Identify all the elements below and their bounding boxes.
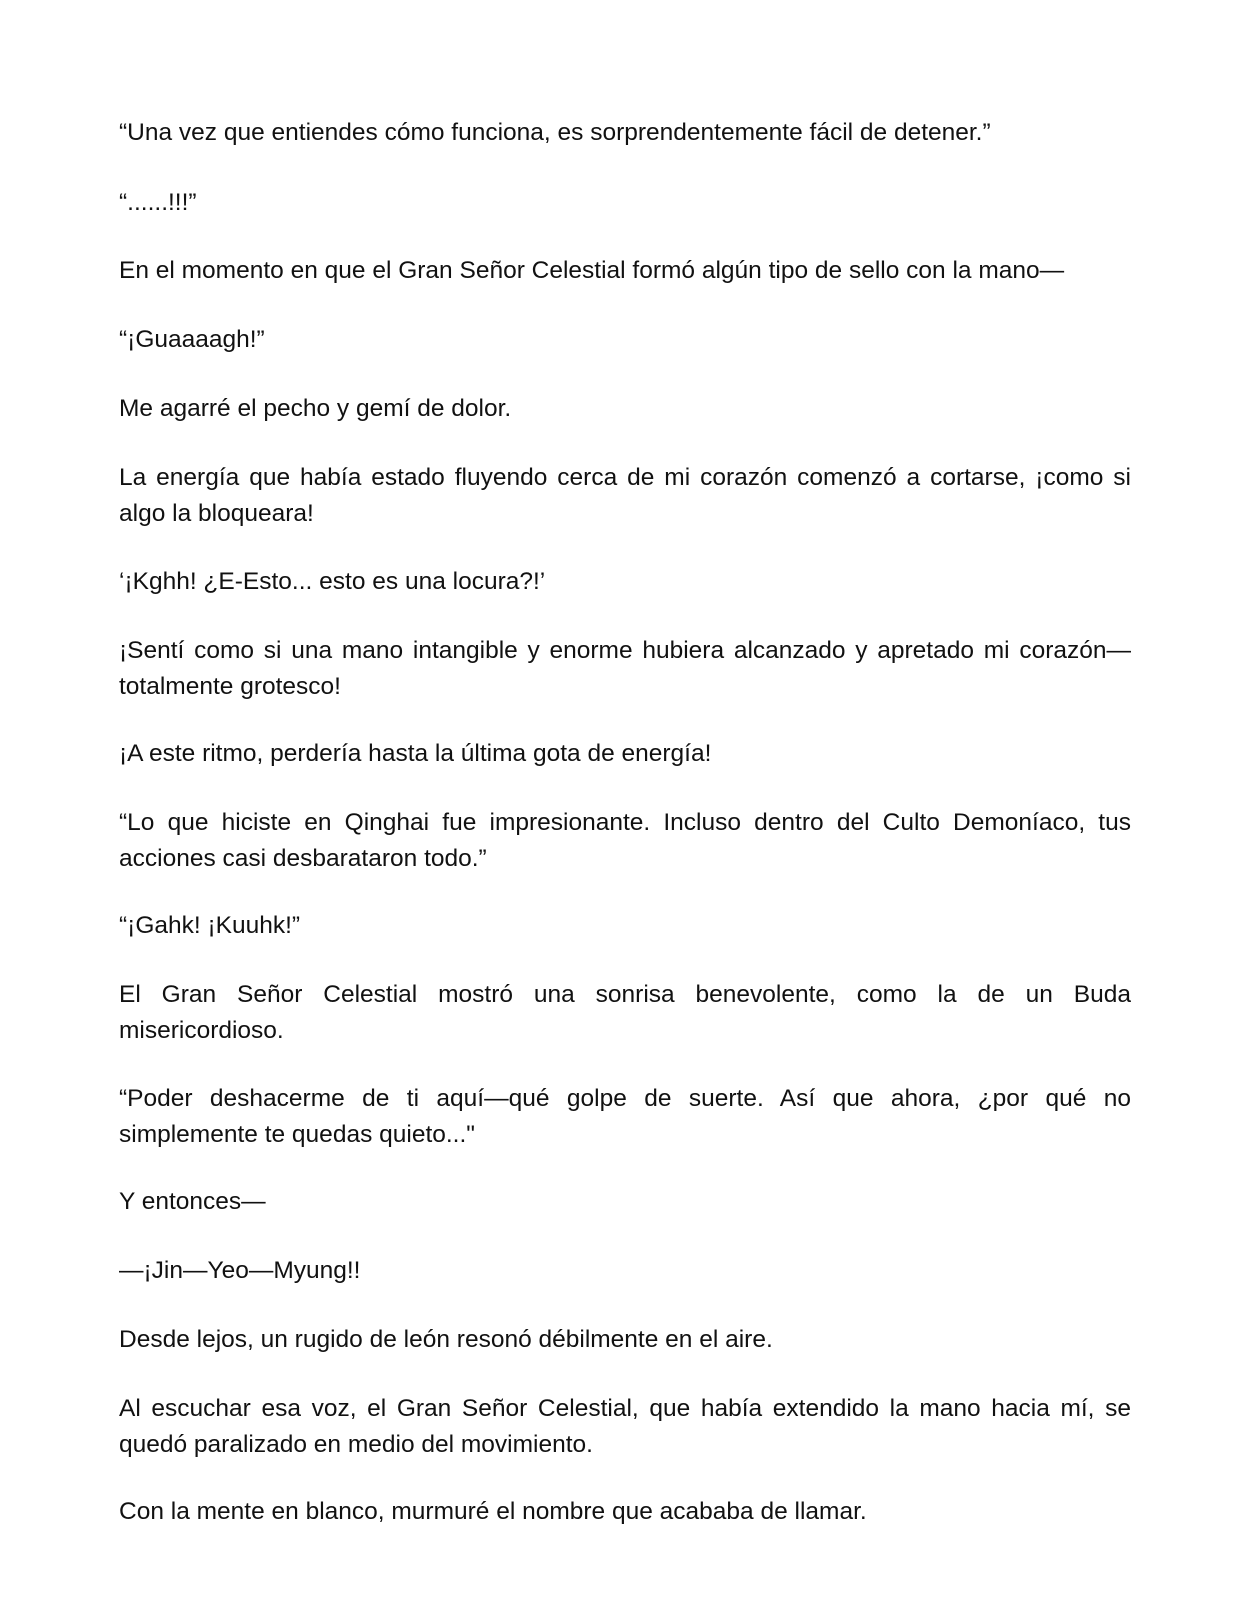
paragraph-9: ¡A este ritmo, perdería hasta la última gota de energía! — [119, 740, 712, 767]
paragraph-14: Y entonces— — [119, 1188, 266, 1215]
paragraph-1: “Una vez que entiendes cómo funciona, es sorprendentemente fácil de detener.” — [119, 119, 991, 146]
paragraph-3: En el momento en que el Gran Señor Celestial formó algún tipo de sello con la mano— — [119, 257, 1065, 284]
paragraph-7: ‘¡Kghh! ¿E-Esto... esto es una locura?!’ — [119, 568, 546, 595]
paragraph-18: Con la mente en blanco, murmuré el nombre que acababa de llamar. — [119, 1498, 867, 1525]
paragraph-10: “Lo que hiciste en Qinghai fue impresionante. Incluso dentro del Culto Demoníaco, tus acciones casi desbarataron todo.” — [119, 809, 1131, 872]
paragraph-5: Me agarré el pecho y gemí de dolor. — [119, 395, 512, 422]
paragraph-13: “Poder deshacerme de ti aquí—qué golpe de suerte. Así que ahora, ¿por qué no simplemente te quedas quieto..." — [119, 1085, 1131, 1148]
paragraph-2: “......!!!” — [119, 189, 197, 216]
paragraph-6: La energía que había estado fluyendo cerca de mi corazón comenzó a cortarse, ¡como si algo la bloqueara! — [119, 464, 1131, 527]
paragraph-12: El Gran Señor Celestial mostró una sonrisa benevolente, como la de un Buda misericordioso. — [119, 981, 1131, 1044]
paragraph-15: —¡Jin—Yeo—Myung!! — [119, 1257, 361, 1284]
paragraph-11: “¡Gahk! ¡Kuuhk!” — [119, 912, 301, 939]
paragraph-4: “¡Guaaaagh!” — [119, 326, 265, 353]
paragraph-8: ¡Sentí como si una mano intangible y enorme hubiera alcanzado y apretado mi corazón—totalmente grotesco! — [119, 637, 1131, 700]
paragraph-17: Al escuchar esa voz, el Gran Señor Celestial, que había extendido la mano hacia mí, se quedó paralizado en medio del movimiento. — [119, 1395, 1131, 1458]
paragraph-16: Desde lejos, un rugido de león resonó débilmente en el aire. — [119, 1326, 773, 1353]
